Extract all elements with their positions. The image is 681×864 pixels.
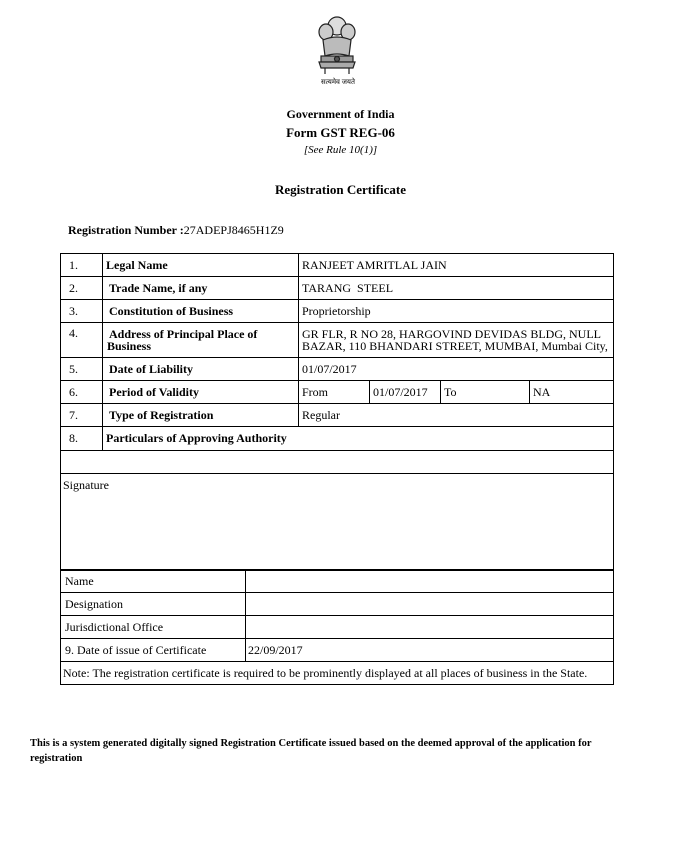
empty-cell bbox=[61, 451, 614, 474]
certificate-title: Registration Certificate bbox=[274, 182, 407, 197]
row-number: 2. bbox=[61, 277, 103, 300]
row-value-registration-type: Regular bbox=[299, 404, 614, 427]
authority-table bbox=[60, 569, 614, 685]
footer-disclaimer: This is a system generated digitally signed Registration Certificate issued based on the deemed approval of the application for registration bbox=[30, 738, 592, 764]
row-number: 7. bbox=[61, 404, 103, 427]
row-label-registration-type: Type of Registration bbox=[103, 404, 299, 427]
row-number: 8. bbox=[61, 427, 103, 451]
validity-to-label: To bbox=[441, 381, 530, 404]
table-row bbox=[61, 616, 614, 639]
jurisdictional-office-label: Jurisdictional Office bbox=[61, 616, 246, 639]
table-row bbox=[61, 381, 614, 404]
designation-label: Designation bbox=[61, 593, 246, 616]
table-row bbox=[61, 323, 614, 358]
row-label-approving-authority: Particulars of Approving Authority bbox=[103, 427, 614, 451]
registration-number-value: 27ADEPJ8465H1Z9 bbox=[183, 223, 284, 237]
name-value bbox=[246, 570, 614, 593]
emblem-motto: सत्यमेव जयते bbox=[321, 78, 355, 86]
table-row bbox=[61, 662, 614, 685]
table-row bbox=[61, 254, 614, 277]
row-value-address: GR FLR, R NO 28, HARGOVIND DEVIDAS BLDG, NULL BAZAR, 110 BHANDARI STREET, MUMBAI, Mumbai City, bbox=[299, 323, 614, 358]
row-number: 6. bbox=[61, 381, 103, 404]
table-row bbox=[61, 593, 614, 616]
display-note: Note: The registration certificate is required to be prominently displayed at all places of business in the State. bbox=[61, 662, 614, 685]
issue-date-label: 9. Date of issue of Certificate bbox=[61, 639, 246, 662]
table-row bbox=[61, 358, 614, 381]
table-row bbox=[61, 570, 614, 593]
signature-row bbox=[61, 474, 614, 571]
name-label: Name bbox=[61, 570, 246, 593]
signature-label: Signature bbox=[61, 474, 614, 571]
validity-from-date: 01/07/2017 bbox=[370, 381, 441, 404]
header-rule-reference: [See Rule 10(1)] bbox=[303, 144, 378, 156]
table-row bbox=[61, 639, 614, 662]
row-label-liability-date: Date of Liability bbox=[103, 358, 299, 381]
jurisdictional-office-value bbox=[246, 616, 614, 639]
issue-date-value: 22/09/2017 bbox=[246, 639, 614, 662]
designation-value bbox=[246, 593, 614, 616]
row-label-constitution: Constitution of Business bbox=[103, 300, 299, 323]
validity-to-date: NA bbox=[530, 381, 614, 404]
row-label-trade-name: Trade Name, if any bbox=[103, 277, 299, 300]
row-number: 4. bbox=[61, 323, 103, 358]
header-form-title: Form GST REG-06 bbox=[286, 125, 395, 140]
registration-number bbox=[68, 223, 284, 238]
validity-from-label: From bbox=[299, 381, 370, 404]
table-row bbox=[61, 300, 614, 323]
row-label-validity: Period of Validity bbox=[103, 381, 299, 404]
row-value-liability-date: 01/07/2017 bbox=[299, 358, 614, 381]
table-row bbox=[61, 427, 614, 451]
row-value-constitution: Proprietorship bbox=[299, 300, 614, 323]
details-table bbox=[60, 253, 614, 571]
row-label-legal-name: Legal Name bbox=[103, 254, 299, 277]
registration-number-label: Registration Number : bbox=[68, 223, 184, 237]
row-value-trade-name: TARANG STEEL bbox=[299, 277, 614, 300]
row-number: 3. bbox=[61, 300, 103, 323]
table-row-empty bbox=[61, 451, 614, 474]
table-row bbox=[61, 404, 614, 427]
row-label-address: Address of Principal Place of Business bbox=[103, 323, 299, 358]
table-row bbox=[61, 277, 614, 300]
row-value-legal-name: RANJEET AMRITLAL JAIN bbox=[299, 254, 614, 277]
header-government: Government of India bbox=[286, 107, 395, 121]
row-number: 1. bbox=[61, 254, 103, 277]
row-number: 5. bbox=[61, 358, 103, 381]
